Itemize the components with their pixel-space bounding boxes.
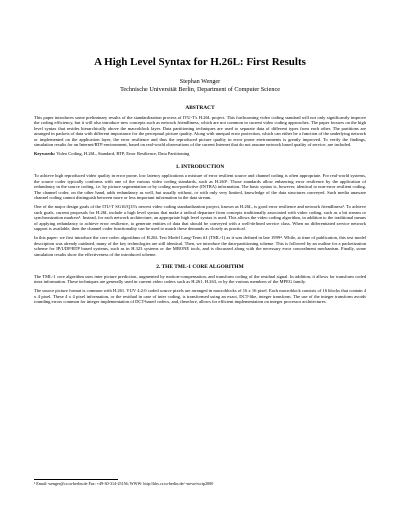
abstract-text: This paper introduces some preliminary results of the standardization process of ITU-T's H.26L project. This forthcoming video coding standard will not only significantly improve the coding efficiency, but it will also introduce new concepts such as network friendliness, which are not common in current video coding approaches. The paper focuses on the high level syntax that resides hierarchically above the macroblock layer. Data partitioning techniques are used to separate data of different types from each other. The partitions are arranged in packets of data with different importance for the perceptual picture quality. Along with unequal error protection, which can either be a function of the underlying network or implemented on the application layer, the error resilience and thus the reproduced picture quality in error prone environments is greatly improved. To verify the findings, simulation results for an Internet/RTP environment, based on real-world observations of the current Internet that do not assume network based quality of service, are included. — [34, 114, 366, 148]
footnote-divider — [34, 479, 118, 480]
section-1-paragraph-1: To achieve high reproduced video quality in error prone, low latency applications a mixture of error resilient source and channel coding is often appropriate. For real-world systems, the source coder typically conforms with one of the various video coding standards, such as H.263¹. Those standards allow enhancing error resilience by the application of redundancy in the source coding, i.e. by picture segmentation or by coding non-predictive (INTRA) information. The basic syntax is, however, identical to non-error resilient coding. The channel coder, on the other hand, adds redundancy as well, but usually without, or with only very limited, knowledge of the data structures conveyed. Such media unaware channel coding cannot distinguish between more or less important information in the data stream. — [34, 173, 366, 201]
keywords-label: Keywords: — [34, 151, 56, 157]
keywords-line — [34, 151, 366, 157]
section-1-paragraph-2: One of the major design goals of the ITU-T SG16/Q15's newest video coding standardization project, known as H.26L, is good error resilience and network friendliness². To achieve such goals, current proposals for H.26L include a high level syntax that make a radical departure from concepts traditionally associated with video coding, such as a bit stream or synchronization markers³. Instead, for each network architecture, an appropriate high level syntax is used. This allows the video coding algorithm, in addition to the traditional means of applying redundancy to achieve error resilience, to generate entities of data that should be conveyed with a well-defined service class. When no differentiated service network support is available, then the channel coder functionality can be used to match these demands as closely as practical. — [34, 204, 366, 232]
author-affiliation: Technische Universität Berlin, Department of Computer Science — [120, 85, 280, 93]
paper-title: A High Level Syntax for H.26L: First Results — [94, 56, 306, 68]
section-2-paragraph-1: The TML-1 core algorithm uses inter picture prediction, augmented by motion-compensation, and transform coding of the residual signal. In addition, it allows for transform coded intra information. These techniques are generally used in current video coders such as H.261, H.263, or by the various members of the MPEG family. — [34, 273, 366, 285]
section-2-heading: 2. THE TML-1 CORE ALGORITHM — [156, 264, 244, 271]
section-1-paragraph-3: In this paper: we first introduce the core codec algorithms of H.26L Test Model Long-Term #1 (TML-1) as it was defined in late 1999⁴. While, at time of publication, this test model description was already outdated, many of the key technologies are still identical. Then, we introduce the data-partitioning scheme. This is followed by an outline for a packetization scheme for IP/UDP/RTP based systems, such as in H.323 systems or the MBONE tools, and is discussed along with the necessary error concealment mechanism. Finally, some simulation results show the effectiveness of the introduced scheme. — [34, 235, 366, 257]
footnote: ¹ Email: wenger@cs.tu-berlin.de Fax: +49-30-314-25156; WWW: http://kbs.cs.tu-berlin.de/~stewe/wcip2000 — [34, 481, 214, 486]
abstract-heading: ABSTRACT — [185, 105, 215, 112]
keywords-text: Video Coding, H.26L, Standard, RTP, Error Resilience, Data Partitioning — [56, 151, 190, 157]
paper-body — [34, 56, 366, 308]
author-name: Stephan Wenger — [179, 78, 221, 85]
section-2-paragraph-2: The source picture format is common with H.261. YUV 4:2:0 coded source pixels are arranged in macroblocks of 16 x 16 pixel. Each macroblock consists of 16 blocks that contain 4 x 4 pixel. These 4 x 4 pixel information, or the residual in case of inter coding, is transformed using an exact, DCT-like, integer transform. The use of the integer transform avoids rounding errors common for integer implementation of DCT-based codecs, and, therefore, allows for efficient implementation on integer processor architectures. — [34, 288, 366, 305]
section-1-heading: 1. INTRODUCTION — [175, 163, 225, 170]
